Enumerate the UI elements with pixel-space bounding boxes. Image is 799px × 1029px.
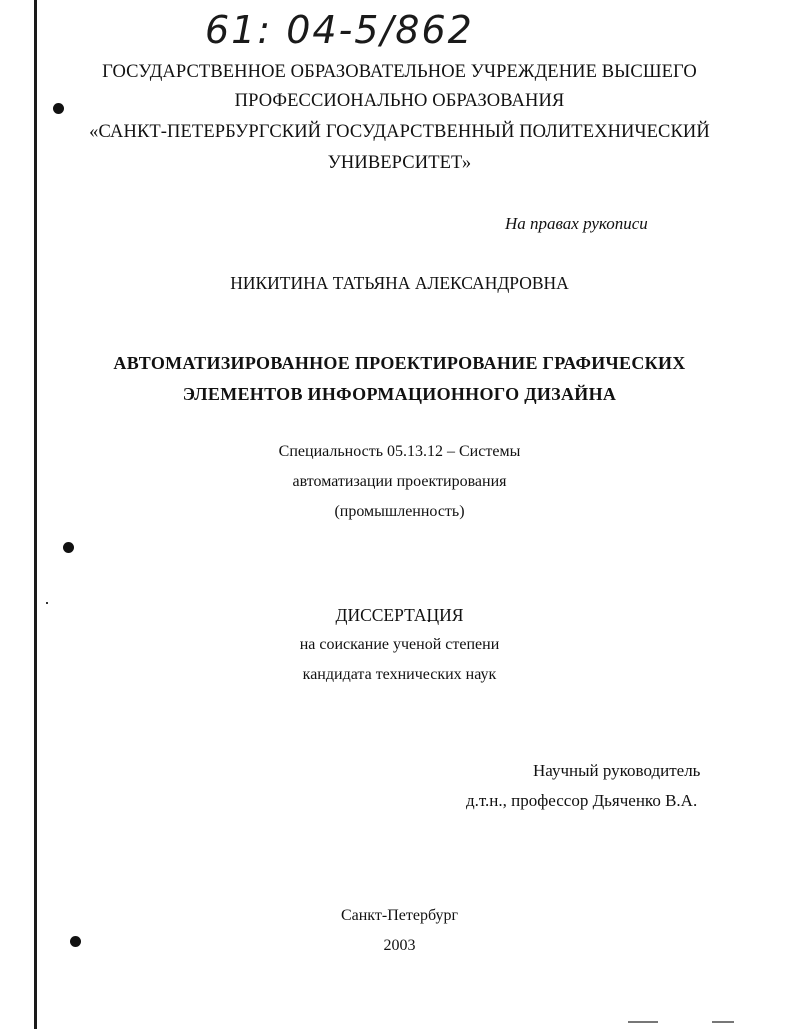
city: Санкт-Петербург: [340, 907, 459, 924]
scan-artifact: [712, 1021, 734, 1023]
institution-line-1: ГОСУДАРСТВЕННОЕ ОБРАЗОВАТЕЛЬНОЕ УЧРЕЖДЕНИЕ ВЫСШЕГО: [102, 62, 697, 82]
specialty-line-3: (промышленность): [334, 503, 465, 520]
manuscript-note: На правах рукописи: [505, 214, 648, 233]
scan-artifact: [628, 1021, 658, 1023]
author-name: НИКИТИНА ТАТЬЯНА АЛЕКСАНДРОВНА: [230, 273, 569, 293]
specialty-line-1: Специальность 05.13.12 – Системы: [278, 443, 521, 460]
scan-speck: [46, 602, 48, 604]
thesis-title-line-1: АВТОМАТИЗИРОВАННОЕ ПРОЕКТИРОВАНИЕ ГРАФИЧЕСКИХ: [113, 353, 686, 373]
degree-line-1: на соискание ученой степени: [299, 636, 500, 653]
year: 2003: [383, 937, 416, 954]
thesis-title-line-2: ЭЛЕМЕНТОВ ИНФОРМАЦИОННОГО ДИЗАЙНА: [182, 384, 617, 404]
binding-hole-mark: [63, 542, 74, 553]
supervisor-name: д.т.н., профессор Дьяченко В.А.: [466, 791, 698, 810]
work-type-heading: ДИССЕРТАЦИЯ: [335, 605, 464, 625]
degree-line-2: кандидата технических наук: [302, 666, 497, 683]
institution-line-3: «САНКТ-ПЕТЕРБУРГСКИЙ ГОСУДАРСТВЕННЫЙ ПОЛИТЕХНИЧЕСКИЙ: [89, 122, 710, 142]
institution-line-2: ПРОФЕССИОНАЛЬНО ОБРАЗОВАНИЯ: [234, 91, 565, 111]
archive-number-handwritten: 61: 04-5/862: [205, 8, 474, 52]
institution-line-4: УНИВЕРСИТЕТ»: [327, 153, 472, 173]
specialty-line-2: автоматизации проектирования: [292, 473, 507, 490]
supervisor-label: Научный руководитель: [533, 761, 701, 780]
